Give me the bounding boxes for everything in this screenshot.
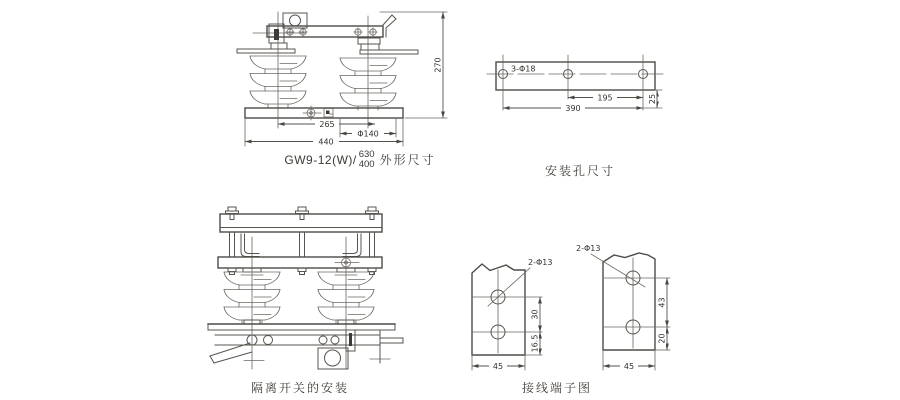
outline-caption-suffix: 外形尺寸 bbox=[379, 153, 436, 168]
installation-caption: 隔离开关的安装 bbox=[250, 381, 349, 395]
operating-pin-circle bbox=[325, 350, 341, 366]
dim-left-hole-spacing-label: 30 bbox=[530, 309, 540, 320]
right-terminal-pad bbox=[360, 50, 418, 54]
leader-line bbox=[591, 254, 645, 287]
dimension-width-right bbox=[603, 350, 655, 371]
mounting-hole-3 bbox=[639, 55, 648, 110]
plate-outline bbox=[472, 264, 525, 355]
dim-total-width-label: 440 bbox=[318, 137, 334, 147]
terminal-caption: 接线端子图 bbox=[521, 381, 592, 395]
dimension-pole-spacing bbox=[278, 120, 375, 130]
operating-shaft-circle bbox=[290, 15, 301, 26]
mounting-hole-label: 3-Φ18 bbox=[511, 64, 536, 74]
dimension-edge-offset bbox=[643, 90, 662, 108]
dimension-hole-spacing-left bbox=[531, 297, 541, 332]
dimension-bottom-offset-right bbox=[655, 327, 670, 350]
angle-brackets bbox=[241, 234, 361, 257]
dimension-hole-spacing bbox=[568, 93, 643, 103]
dim-edge-offset-label: 25 bbox=[648, 93, 657, 105]
dimension-total-span bbox=[503, 104, 643, 114]
dim-left-width-label: 45 bbox=[492, 362, 504, 371]
base-channel bbox=[245, 106, 403, 120]
right-insulator bbox=[340, 38, 418, 110]
base-marker bbox=[324, 109, 333, 118]
top-mounting-channel bbox=[220, 214, 382, 232]
bent-contact bbox=[210, 343, 252, 363]
mounting-hole-drawing bbox=[485, 35, 685, 140]
terminal-left-hole-label: 2-Φ13 bbox=[528, 258, 553, 267]
outline-caption-ratio-top: 630 bbox=[358, 149, 375, 160]
bottom-plate bbox=[208, 324, 395, 330]
outline-caption-model: GW9-12(W)/ bbox=[284, 152, 357, 167]
dim-pole-spacing-label: 265 bbox=[319, 120, 335, 129]
dim-right-width-label: 45 bbox=[623, 362, 635, 371]
contact-flag bbox=[383, 15, 396, 37]
leader-line bbox=[488, 268, 530, 306]
outline-caption bbox=[250, 150, 470, 170]
dim-left-bottom-offset-label: 16.5 bbox=[530, 334, 540, 353]
outline-caption-ratio-bottom: 400 bbox=[358, 158, 375, 170]
anchor-bolts bbox=[226, 207, 379, 220]
dimension-hole-spacing-right bbox=[658, 278, 668, 327]
terminal-right-hole-label: 2-Φ13 bbox=[576, 244, 601, 253]
outline-drawing bbox=[225, 0, 460, 148]
terminal-plate-left bbox=[472, 258, 552, 371]
blade-bar bbox=[215, 330, 403, 363]
installation-drawing bbox=[198, 207, 410, 377]
dim-insulator-diameter-label: Φ140 bbox=[357, 129, 379, 139]
terminal-drawing bbox=[462, 240, 677, 375]
mounting-caption: 安装孔尺寸 bbox=[544, 164, 615, 178]
hinge-pin bbox=[274, 29, 279, 40]
dim-hole-spacing-label: 195 bbox=[597, 93, 613, 103]
dimension-bottom-offset-left bbox=[525, 332, 542, 355]
mounting-hole-1 bbox=[499, 55, 508, 110]
dim-height-label: 270 bbox=[433, 57, 443, 73]
dim-total-span-label: 390 bbox=[565, 104, 581, 113]
left-insulator bbox=[237, 43, 306, 108]
plate-outline bbox=[603, 253, 655, 350]
dim-right-bottom-offset-label: 20 bbox=[657, 333, 667, 344]
terminal-plate-right bbox=[576, 244, 670, 371]
blade-bolts bbox=[286, 28, 377, 36]
dimension-width-left bbox=[472, 355, 525, 371]
dim-right-hole-spacing-label: 43 bbox=[657, 297, 667, 308]
left-terminal-pad bbox=[237, 49, 295, 53]
